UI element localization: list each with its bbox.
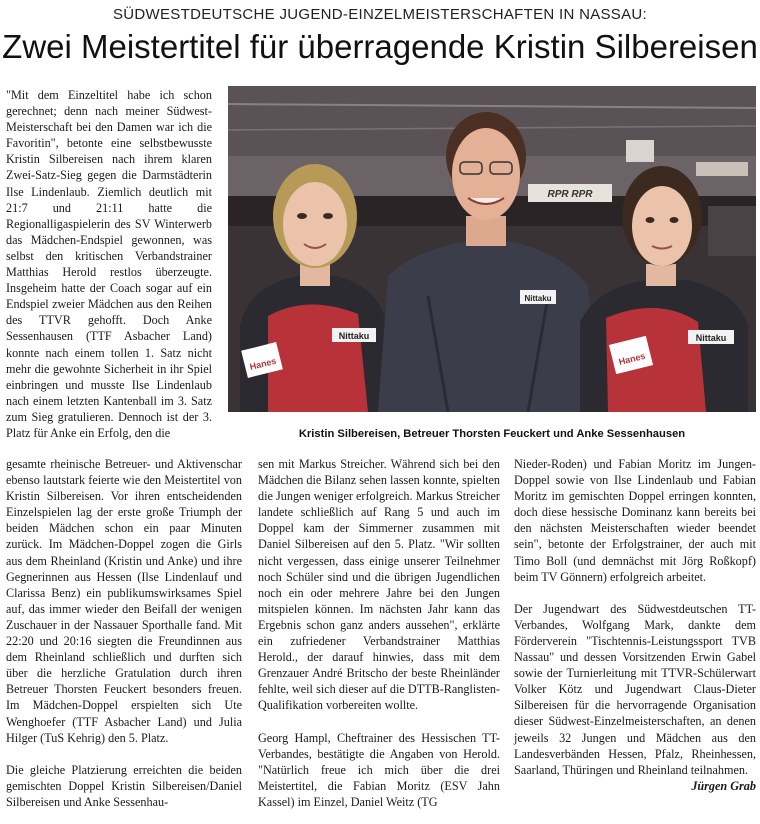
intro-column xyxy=(6,87,212,441)
column-2-paragraph-1: sen mit Markus Streicher. Während sich bei den Mädchen die Bilanz sehen lassen konnte, spielten die Jungen weniger erfolgreich. Markus Streicher landete schließlich auf Rang 5 und auch im Doppel kam der Simmerner zusammen mit Daniel Silbereisen auf den 5. Platz. "Wir sollten nicht vergessen, dass einige unserer Teilnehmer noch Schüler sind und die übrigen Jugendlichen noch ein oder mehrere Jahre bei den Jungen mitspielen können. Im nächsten Jahr kann das Ergebnis schon ganz anders aussehen", erklärte ein zufriedener Verbandstrainer Matthias Herold., der darauf hinwies, dass mit dem Grenzauer André Britscho der beste Rheinländer fehlte, weil sich dieser auf die DTTB-Ranglisten-Qualifikation vorbereiten wollte. xyxy=(258,457,500,713)
photo-caption: Kristin Silbereisen, Betreuer Thorsten Feuckert und Anke Sessenhausen xyxy=(298,428,686,440)
shirt-logo-center: Nittaku xyxy=(524,294,552,303)
team-photo xyxy=(228,86,756,412)
sponsor-left: Hanes xyxy=(248,355,278,373)
basketball-board xyxy=(626,140,654,162)
photo-illustration xyxy=(228,86,756,412)
sponsor-right: Hanes xyxy=(617,350,647,368)
article-headline: Zwei Meistertitel für überragende Kristin Silbereisen xyxy=(2,28,758,65)
column-2-paragraph-2: Georg Hampl, Cheftrainer des Hessischen TT-Verbandes, bestätigte die Angaben von Herold. "Natürlich freue ich mich über die drei Meistertitel, die Fabian Moritz (ESV Jahn Kassel) im Einzel, Daniel Weitz (TG xyxy=(258,730,500,809)
shirt-logo-left: Nittaku xyxy=(338,331,370,341)
author-byline: Jürgen Grab xyxy=(691,778,756,793)
column-3 xyxy=(514,456,756,794)
column-1-paragraph-1: gesamte rheinische Betreuer- und Aktivenschar ebenso lautstark feierte wie den Meistertitel von Kristin Silbereisen. Vor ihren entscheidenden Einzelspielen lag der erste große Triumph der beiden Mädchen schon ein paar Minuten zurück. Im Mädchen-Doppel zogen die Girls aus dem Rheinland (Kristin und Anke) und ihre Gegnerinnen aus Hessen (Ilse Lindenlauf und Clarissa Benz) ein publikumswirksames Spiel auf, das immer wieder den Beifall der wenigen Zuschauer in der Nassauer Sporthalle fand. Mit 22:20 und 20:16 siegten die Freundinnen aus dem Rheinland schließlich und durften sich über die herzliche Gratulation durch ihren Betreuer Thorsten Feuckert besonders freuen. Im Mädchen-Doppel erspielten sich Ute Wenghoefer (TTF Asbacher Land) und Julia Hilger (TuS Kehrig) den 5. Platz. xyxy=(6,457,242,745)
column-3-paragraph-2: Der Jugendwart des Südwestdeutschen TT-Verbandes, Wolfgang Mark, dankte dem Förderverein "Tischtennis-Leistungssport TVB Nassau" und dessen Vorsitzenden Erwin Gabel sowie der Turnierleitung mit TTVR-Schülerwart Volker Kötz und Jugendwart Claus-Dieter Silbereisen für die hervorragende Organisation dieser Südwest-Einzelmeisterschaften, an denen jeweils 32 Jungen und Mädchen aus den Landesverbänden Hessen, Pfalz, Rheinhessen, Saarland, Thüringen und Rheinland teilnahmen. xyxy=(514,601,756,777)
column-2 xyxy=(258,456,500,810)
shirt-logo-right: Nittaku xyxy=(695,333,727,343)
column-1-paragraph-2: Die gleiche Platzierung erreichten die beiden gemischten Doppel Kristin Silbereisen/Daniel Silbereisen und Anke Sessenhau- xyxy=(6,762,242,809)
intro-paragraph: "Mit dem Einzeltitel habe ich schon gerechnet; denn nach meiner Südwest-Meisterschaft bei den Damen war ich die Favoritin", betonte eine selbstbewusste Kristin Silbereisen nach ihrem klaren Zwei-Satz-Sieg gegen die Darmstädterin Ilse Lindenlaub. Ziemlich deutlich mit 21:7 und 21:11 hatte die Regionalligaspielerin des SV Winterwerb das Mädchen-Endspiel gewonnen, was selbst den kritischen Verbandstrainer Matthias Herold restlos überzeugte. Insgeheim hatte der Coach sogar auf ein Endspiel zweier Mädchen aus den Reihen des TTVR gehofft. Doch Anke Sessenhausen (TTF Asbacher Land) konnte nach einem tollen 1. Satz nicht mehr die gewohnte Sicherheit in ihr Spiel einbringen und musste Ilse Lindenlaub nach einem letzten Kantenball im 3. Satz zum Sieg gratulieren. Dennoch ist der 3. Platz für Anke ein Erfolg, den die xyxy=(6,88,212,440)
column-3-paragraph-1: Nieder-Roden) und Fabian Moritz im Jungen-Doppel sowie von Ilse Lindenlaub und Fabian Moritz im gemischten Doppel erringen konnten, doch diese hessische Dominanz kann bereits bei den nächsten Meisterschaften wieder beendet sein", betonte der Erfolgstrainer, der auch mit Timo Boll (und demnächst mit Jörg Roßkopf) beim TV Gönnern) erfolgreich arbeitet. xyxy=(514,457,756,584)
article-kicker: SÜDWESTDEUTSCHE JUGEND-EINZELMEISTERSCHAFTEN IN NASSAU: xyxy=(112,6,648,23)
hall-banner-text: RPR RPR xyxy=(547,189,593,200)
column-1 xyxy=(6,456,242,810)
